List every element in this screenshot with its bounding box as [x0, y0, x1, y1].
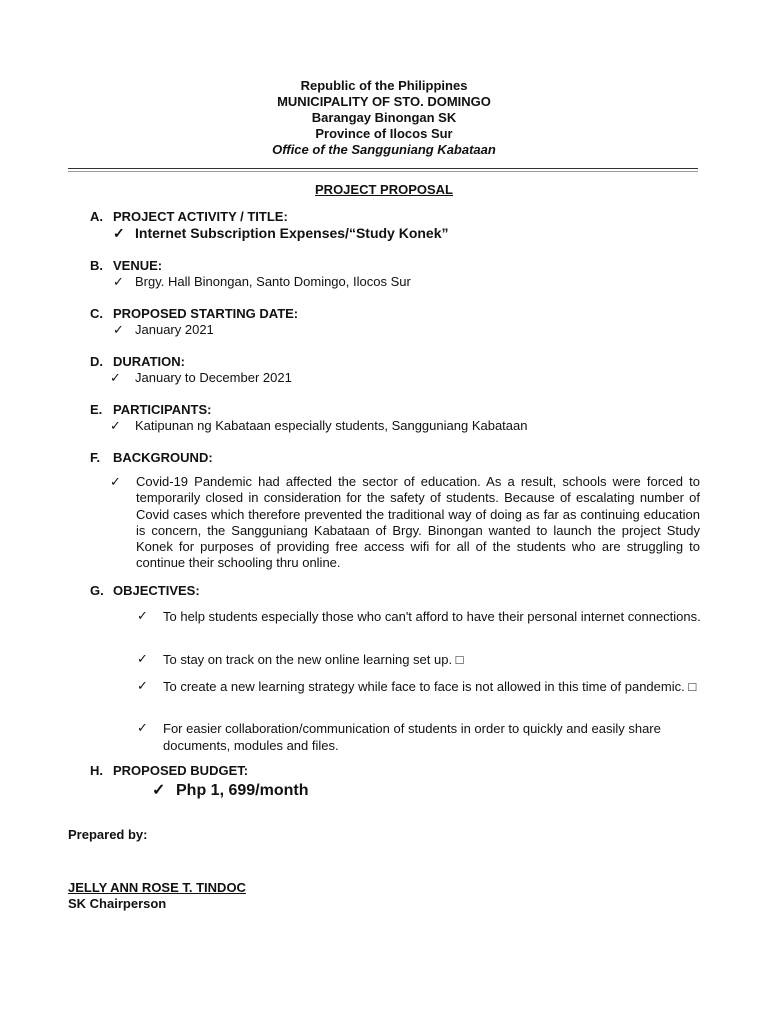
section-title: DURATION:	[113, 354, 185, 369]
checkmark-icon: ✓	[137, 678, 148, 693]
section-title: OBJECTIVES:	[113, 583, 200, 598]
section-title: BACKGROUND:	[113, 450, 213, 465]
section-title: PROPOSED STARTING DATE:	[113, 306, 299, 321]
section-h-item	[152, 780, 308, 800]
signatory-position: SK Chairperson	[68, 896, 167, 911]
header-divider	[68, 168, 698, 169]
checkmark-icon: ✓	[113, 225, 125, 241]
section-letter: H.	[90, 763, 103, 778]
header-barangay: Barangay Binongan SK	[311, 110, 457, 125]
checkmark-icon: ✓	[110, 418, 121, 433]
section-title: PROJECT ACTIVITY / TITLE:	[113, 209, 288, 224]
objective-item: To help students especially those who can't afford to have their personal internet connections.	[163, 609, 701, 624]
checkmark-icon: ✓	[137, 720, 148, 735]
section-h-heading	[90, 763, 248, 779]
section-e-heading	[90, 402, 211, 418]
section-b-heading	[90, 258, 162, 274]
checkmark-icon: ✓	[152, 782, 166, 799]
section-title: VENUE:	[113, 258, 163, 273]
section-a-item	[113, 225, 449, 243]
checkmark-icon: ✓	[110, 370, 121, 385]
section-letter: D.	[90, 354, 103, 369]
section-letter: B.	[90, 258, 103, 273]
header-office: Office of the Sangguniang Kabataan	[272, 142, 496, 157]
participants-text: Katipunan ng Kabataan especially students, Sangguniang Kabataan	[135, 418, 528, 433]
header-divider-thin	[68, 171, 698, 172]
signatory-name: JELLY ANN ROSE T. TINDOC	[68, 880, 246, 895]
objective-item: To stay on track on the new online learning set up. □	[163, 652, 464, 667]
checkmark-icon: ✓	[113, 274, 124, 289]
section-letter: A.	[90, 209, 103, 224]
checkmark-icon: ✓	[113, 322, 124, 337]
objective-item: To create a new learning strategy while face to face is not allowed in this time of pandemic. □	[163, 679, 697, 694]
header-republic: Republic of the Philippines	[300, 78, 468, 93]
objective-item: For easier collaboration/communication of students in order to quickly and easily share documents, modules and files.	[163, 721, 661, 753]
duration-text: January to December 2021	[135, 370, 292, 385]
background-paragraph: Covid-19 Pandemic had affected the sector of education. As a result, schools were forced to temporarily closed in consideration for the safety of students. Because of escalating number of Covid cases which therefore prevented the traditional way of doing as far as continuing education is concern, the Sangguniang Kabataan of Brgy. Binongan wanted to launch the project Study Konek for purposes of providing free access wifi for all of the students who are struggling to continue their schooling thru online.	[136, 474, 700, 571]
section-letter: G.	[90, 583, 104, 598]
header-municipality: MUNICIPALITY OF STO. DOMINGO	[277, 94, 491, 109]
section-d-heading	[90, 354, 185, 370]
checkmark-icon: ✓	[110, 474, 121, 489]
header-province: Province of Ilocos Sur	[315, 126, 453, 141]
section-g-heading	[90, 583, 200, 599]
section-c-item	[113, 322, 214, 338]
section-b-item	[113, 274, 411, 290]
section-f-heading	[90, 450, 213, 466]
section-letter: C.	[90, 306, 103, 321]
prepared-by-label: Prepared by:	[68, 827, 148, 842]
section-letter: F.	[90, 450, 101, 465]
checkmark-icon: ✓	[137, 651, 148, 666]
checkmark-icon: ✓	[137, 608, 148, 623]
budget-amount: Php 1, 699/month	[176, 782, 309, 799]
venue-text: Brgy. Hall Binongan, Santo Domingo, Ilocos Sur	[135, 274, 411, 289]
document-title: PROJECT PROPOSAL	[315, 182, 453, 197]
section-a-heading	[90, 209, 288, 225]
section-letter: E.	[90, 402, 103, 417]
section-d-item	[110, 370, 292, 386]
section-e-item	[110, 418, 527, 434]
section-title: PARTICIPANTS:	[113, 402, 212, 417]
section-c-heading	[90, 306, 298, 322]
project-title: Internet Subscription Expenses/“Study Konek”	[135, 225, 449, 241]
start-date-text: January 2021	[135, 322, 214, 337]
section-title: PROPOSED BUDGET:	[113, 763, 249, 778]
